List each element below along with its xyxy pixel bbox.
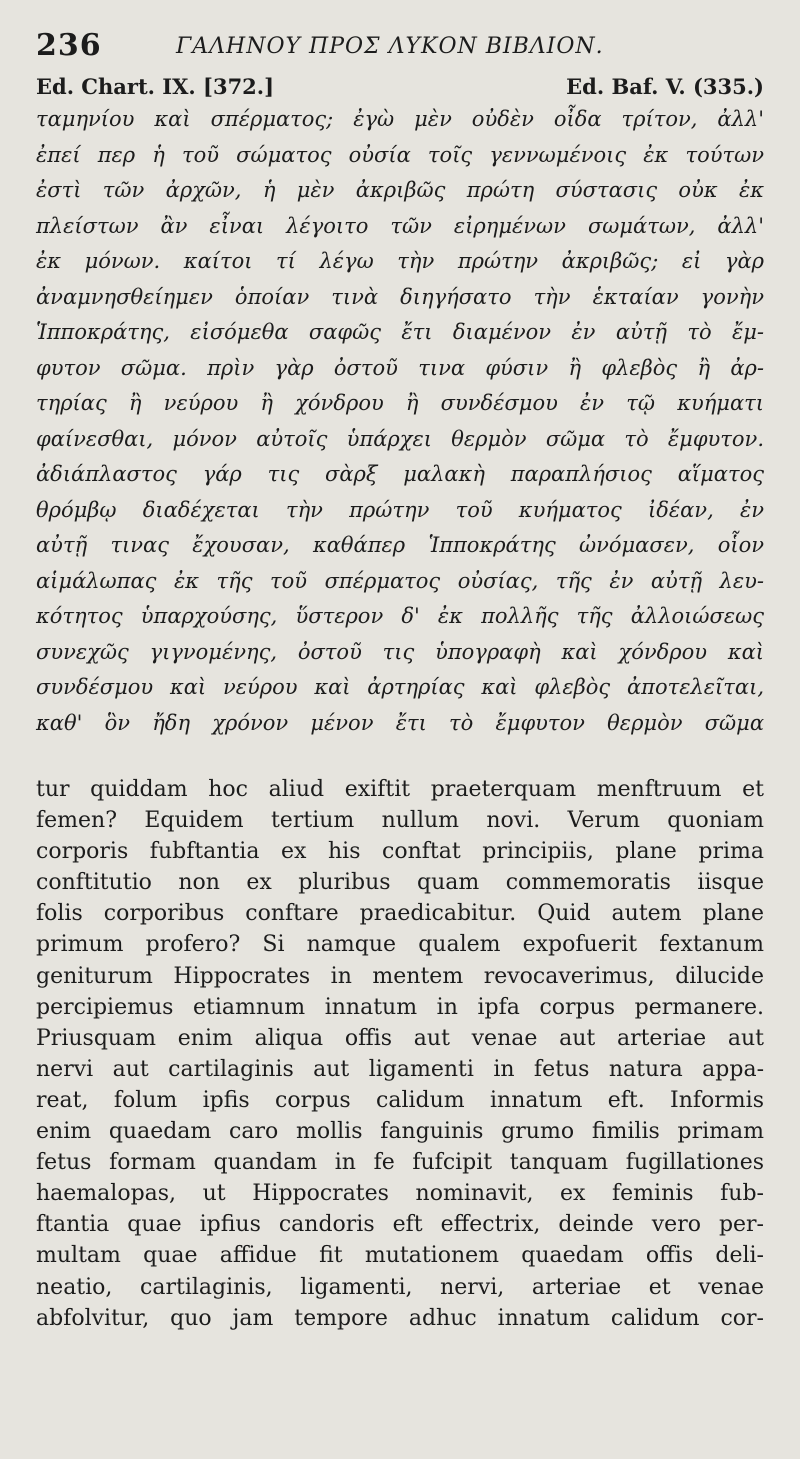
latin-text-line: conftitutio non ex pluribus quam commemoratis iisque (36, 870, 764, 896)
latin-text-line: enim quaedam caro mollis fanguinis grumo fimilis primam (36, 1119, 764, 1145)
latin-text-line: fetus formam quandam in fe fufcipit tanquam fugillationes (36, 1150, 764, 1176)
latin-text-line: abfolvitur, quo jam tempore adhuc innatum calidum cor- (36, 1305, 764, 1331)
edition-chartier-reference: Ed. Chart. IX. [372.] (36, 74, 275, 99)
running-title: ΓΑΛΗΝΟΥ ΠΡΟΣ ΛΥΚΟΝ ΒΙΒΛΙΟΝ. (176, 34, 604, 59)
latin-text-block (36, 774, 764, 1334)
greek-text-line: φαίνεσθαι, μόνον αὐτοῖς ὑπάρχει θερμὸν σῶμα τὸ ἔμφυτον. (36, 426, 764, 451)
latin-text-line: primum profero? Si namque qualem expofuerit fextanum (36, 932, 764, 958)
greek-text-line: πλείστων ἂν εἶναι λέγοιτο τῶν εἰρημένων σωμάτων, ἀλλ' (36, 213, 764, 238)
greek-text-block (36, 102, 764, 741)
latin-text-line: percipiemus etiamnum innatum in ipfa corpus permanere. (36, 994, 764, 1020)
greek-text-line: ἀναμνησθείημεν ὁποίαν τινὰ διηγήσατο τὴν ἑκταίαν γονὴν (36, 284, 764, 309)
greek-text-line: ἐπεί περ ἡ τοῦ σώματος οὐσία τοῖς γεννωμένοις ἐκ τούτων (36, 142, 764, 167)
page-header (36, 28, 764, 68)
latin-text-line: tur quiddam hoc aliud exiftit praeterquam menftruum et (36, 777, 764, 802)
latin-text-line: femen? Equidem tertium nullum novi. Verum quoniam (36, 808, 764, 834)
latin-text-line: neatio, cartilaginis, ligamenti, nervi, arteriae et venae (36, 1274, 764, 1300)
greek-text-line: θρόμβῳ διαδέχεται τὴν πρώτην τοῦ κυήματος ἰδέαν, ἐν (36, 497, 764, 522)
latin-text-line: reat, folum ipfis corpus calidum innatum eft. Informis (36, 1087, 764, 1113)
latin-text-line: Priusquam enim aliqua offis aut venae aut arteriae aut (36, 1025, 764, 1051)
greek-text-line: αὐτῇ τινας ἔχουσαν, καθάπερ Ἱπποκράτης ὠνόμασεν, οἷον (36, 533, 764, 557)
greek-text-line: ἐστὶ τῶν ἀρχῶν, ἡ μὲν ἀκριβῶς πρώτη σύστασις οὐκ ἐκ (36, 178, 764, 202)
greek-text-line: φυτον σῶμα. πρὶν γὰρ ὀστοῦ τινα φύσιν ἢ φλεβὸς ἢ ἀρ- (36, 355, 764, 380)
greek-text-line: τηρίας ἢ νεύρου ἢ χόνδρου ἢ συνδέσμου ἐν τῷ κυήματι (36, 391, 764, 415)
latin-text-line: nervi aut cartilaginis aut ligamenti in fetus natura appa- (36, 1056, 764, 1082)
latin-text-line: corporis fubftantia ex his conftat principiis, plane prima (36, 839, 764, 865)
edition-basel-reference: Ed. Baf. V. (335.) (566, 74, 764, 99)
greek-text-line: συνδέσμου καὶ νεύρου καὶ ἀρτηρίας καὶ φλεβὸς ἀποτελεῖται, (36, 675, 764, 699)
greek-text-line: ταμηνίου καὶ σπέρματος; ἐγὼ μὲν οὐδὲν οἶδα τρίτον, ἀλλ' (36, 107, 764, 131)
greek-text-line: καθ' ὃν ἤδη χρόνον μένον ἔτι τὸ ἔμφυτον θερμὸν σῶμα (36, 710, 764, 735)
greek-text-line: Ἱπποκράτης, εἰσόμεθα σαφῶς ἔτι διαμένον ἐν αὐτῇ τὸ ἔμ- (36, 320, 764, 344)
latin-text-line: geniturum Hippocrates in mentem revocaverimus, dilucide (36, 963, 764, 989)
greek-text-line: αἱμάλωπας ἐκ τῆς τοῦ σπέρματος οὐσίας, τῆς ἐν αὐτῇ λευ- (36, 568, 764, 593)
greek-text-line: ἐκ μόνων. καίτοι τί λέγω τὴν πρώτην ἀκριβῶς; εἰ γὰρ (36, 249, 764, 273)
latin-text-line: multam quae affidue fit mutationem quaedam offis deli- (36, 1243, 764, 1269)
latin-text-line: haemalopas, ut Hippocrates nominavit, ex feminis fub- (36, 1181, 764, 1207)
greek-text-line: ἀδιάπλαστος γάρ τις σὰρξ μαλακὴ παραπλήσιος αἵματος (36, 462, 764, 486)
page-number: 236 (36, 28, 102, 63)
edition-reference-line (36, 74, 764, 104)
greek-text-line: κότητος ὑπαρχούσης, ὕστερον δ' ἐκ πολλῆς τῆς ἀλλοιώσεως (36, 604, 764, 628)
latin-text-line: ftantia quae ipfius candoris eft effectrix, deinde vero per- (36, 1212, 764, 1238)
greek-text-line: συνεχῶς γιγνομένης, ὀστοῦ τις ὑπογραφὴ καὶ χόνδρου καὶ (36, 639, 764, 664)
latin-text-line: folis corporibus conftare praedicabitur. Quid autem plane (36, 901, 764, 927)
